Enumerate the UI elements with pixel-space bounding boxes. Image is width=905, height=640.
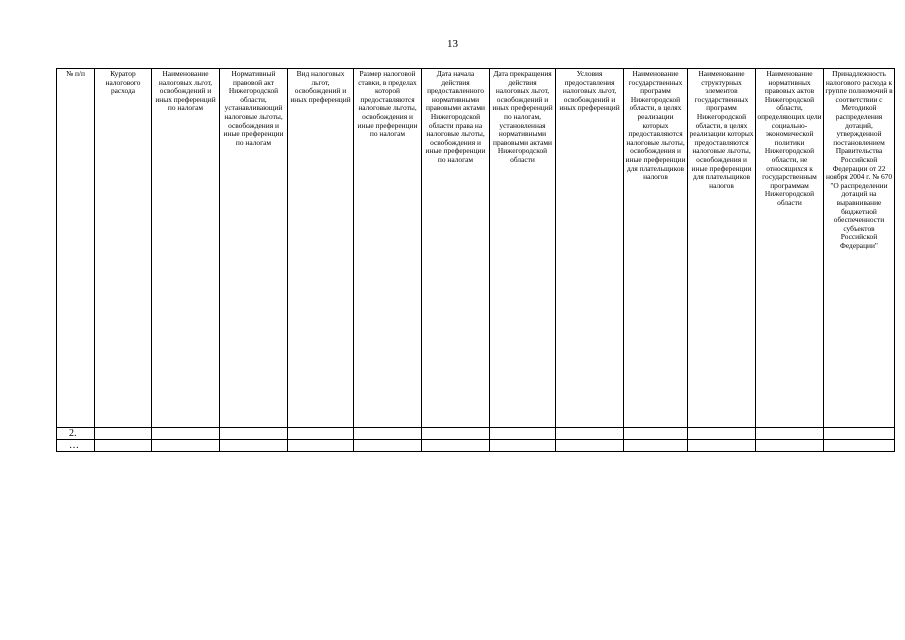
table-cell [152,428,220,440]
table-cell [354,440,422,452]
table-cell [490,428,556,440]
table-cell [422,428,490,440]
table-cell [756,428,824,440]
table-cell [490,440,556,452]
header-cell-legal-act: Нормативный правовой акт Нижегородской области, устанавливающий налоговые льготы, освобождения и иные преференции по налогам [220,69,288,428]
table-cell [624,440,688,452]
table-cell [422,440,490,452]
table-cell [824,440,895,452]
table-row [57,440,895,452]
table-cell [95,440,152,452]
table-cell [688,428,756,440]
page-number: 13 [447,38,458,50]
header-cell-program-elements: Наименование структурных элементов государственных программ Нижегородской области, в целях реализации которых предоставляются налоговые льготы, освобождения и иные преференции для плательщиков налогов [688,69,756,428]
header-cell-policy-acts: Наименование нормативных правовых актов Нижегородской области, определяющих цели социально-экономической политики Нижегородской области, не относящихся к государственным программам Нижегородской области [756,69,824,428]
table-cell [688,440,756,452]
header-cell-end-date: Дата прекращения действия налоговых льгот, освобождений и иных преференций по налогам, установленная нормативными правовыми актами Нижегородской области [490,69,556,428]
row-index: … [57,440,95,452]
header-cell-curator: Куратор налогового расхода [95,69,152,428]
table-cell [288,440,354,452]
header-cell-conditions: Условия предоставления налоговых льгот, освобождений и иных преференций [556,69,624,428]
table-cell [824,428,895,440]
table-cell [288,428,354,440]
tax-expenditure-table [56,68,895,452]
table-cell [220,440,288,452]
header-row [57,69,895,428]
header-cell-benefit-type: Вид налоговых льгот, освобождений и иных преференций [288,69,354,428]
header-cell-tax-rate: Размер налоговой ставки, в пределах которой предоставляются налоговые льготы, освобождения и иные преференции по налогам [354,69,422,428]
row-index: 2. [57,428,95,440]
table-cell [556,440,624,452]
table-cell [624,428,688,440]
header-cell-benefit-name: Наименование налоговых льгот, освобождений и иных преференций по налогам [152,69,220,428]
header-cell-state-programs: Наименование государственных программ Нижегородской области, в целях реализации которых предоставляются налоговые льготы, освобождения и иные преференции для плательщиков налогов [624,69,688,428]
header-cell-index: № п/п [57,69,95,428]
table-cell [95,428,152,440]
table-cell [354,428,422,440]
table-row [57,428,895,440]
table-cell [756,440,824,452]
header-cell-authority-group: Принадлежность налогового расхода к группе полномочий в соответствии с Методикой распределения дотаций, утвержденной постановлением Правительства Российской Федерации от 22 ноября 2004 г. № 670 "О распределении дотаций на выравнивание бюджетной обеспеченности субъектов Российской Федерации" [824,69,895,428]
table-cell [220,428,288,440]
header-cell-start-date: Дата начала действия предоставленного нормативными правовыми актами Нижегородской области права на налоговые льготы, освобождения и иные преференции по налогам [422,69,490,428]
table-cell [152,440,220,452]
table-cell [556,428,624,440]
